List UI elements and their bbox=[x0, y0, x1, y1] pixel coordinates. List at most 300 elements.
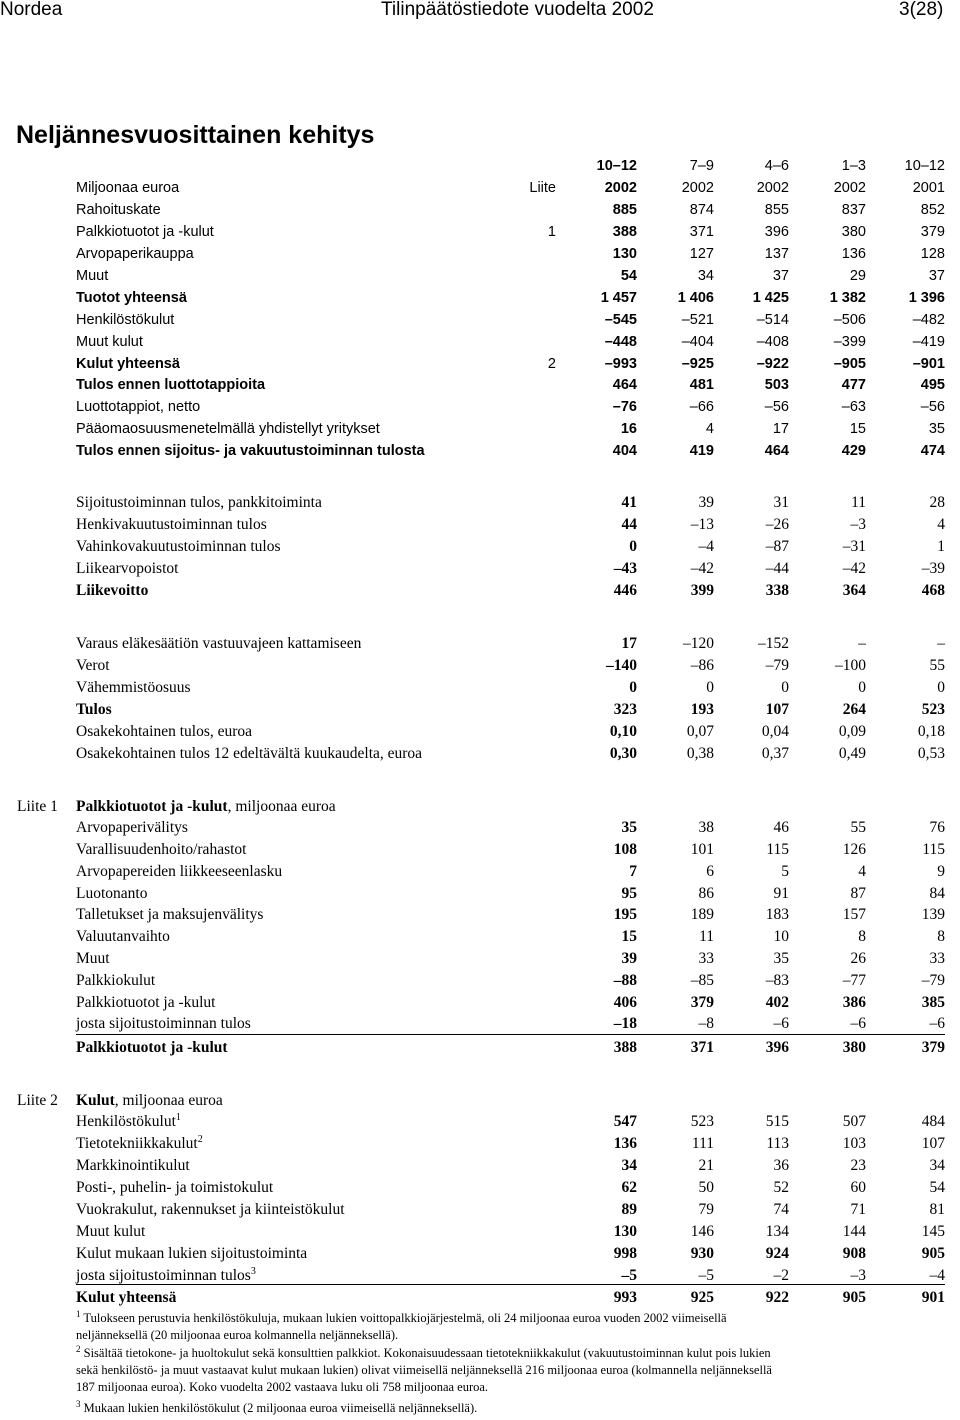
income-row bbox=[0, 244, 960, 266]
row-label bbox=[76, 1200, 345, 1220]
value-cell: 0 bbox=[858, 679, 866, 696]
note1-row bbox=[0, 927, 960, 949]
value-cell: 34 bbox=[697, 268, 714, 284]
value-cell: 386 bbox=[842, 994, 866, 1011]
value-cell: 9 bbox=[937, 863, 945, 880]
value-cell: –922 bbox=[756, 356, 789, 372]
income-row bbox=[0, 397, 960, 419]
row-label: Palkkiokulut bbox=[76, 972, 156, 989]
value-cell: 468 bbox=[921, 582, 945, 599]
value-cell: 474 bbox=[920, 443, 945, 459]
year-label: 2002 bbox=[756, 180, 789, 196]
footnote-text: 187 miljoonaa euroa). Koko vuodelta 2002 vastaava luku oli 758 miljoonaa euroa. bbox=[76, 1380, 489, 1394]
row-label bbox=[76, 1244, 307, 1264]
note-reference: 1 bbox=[547, 224, 556, 240]
value-cell: 0,04 bbox=[761, 723, 789, 740]
note-column-label: Liite bbox=[529, 180, 556, 196]
value-cell: –43 bbox=[613, 560, 637, 577]
footnote-text: neljänneksellä (20 miljoonaa euroa kolmannella neljänneksellä). bbox=[76, 1328, 399, 1342]
quarter-label: 7–9 bbox=[689, 158, 714, 174]
value-cell: 1 382 bbox=[829, 290, 866, 306]
row-label-text: Posti-, puhelin- ja toimistokulut bbox=[76, 1179, 274, 1196]
value-cell: 477 bbox=[841, 377, 866, 393]
value-cell: 130 bbox=[613, 1223, 637, 1240]
value-cell: –521 bbox=[681, 312, 714, 328]
value-cell: 930 bbox=[690, 1245, 714, 1262]
row-label bbox=[76, 1178, 273, 1198]
value-cell: 371 bbox=[689, 224, 714, 240]
row-label: Tuotot yhteensä bbox=[76, 290, 187, 306]
value-cell: 87 bbox=[850, 885, 866, 902]
value-cell: 95 bbox=[621, 885, 637, 902]
value-cell: 189 bbox=[690, 906, 714, 923]
note1-title bbox=[76, 797, 336, 817]
row-label: Vähemmistöosuus bbox=[76, 679, 191, 696]
note1-row bbox=[0, 884, 960, 906]
value-cell: 503 bbox=[764, 377, 789, 393]
value-cell: 388 bbox=[613, 1039, 637, 1056]
row-label: Rahoituskate bbox=[76, 202, 161, 218]
note1-title-bold: Palkkiotuotot ja -kulut bbox=[76, 798, 228, 815]
value-cell: 399 bbox=[690, 582, 714, 599]
value-cell: 4 bbox=[937, 516, 945, 533]
row-label-text: Markkinointikulut bbox=[76, 1157, 190, 1174]
value-cell: 11 bbox=[851, 494, 866, 511]
value-cell: 38 bbox=[698, 819, 714, 836]
value-cell: 385 bbox=[921, 994, 945, 1011]
value-cell: 0 bbox=[629, 679, 637, 696]
value-cell: 484 bbox=[921, 1113, 945, 1130]
value-cell: –63 bbox=[841, 399, 866, 415]
row-label: Arvopaperikauppa bbox=[76, 246, 194, 262]
value-cell: 134 bbox=[765, 1223, 789, 1240]
row-label: Varallisuudenhoito/rahastot bbox=[76, 841, 247, 858]
value-cell: 33 bbox=[929, 950, 945, 967]
value-cell: –448 bbox=[604, 334, 637, 350]
note2-tag: Liite 2 bbox=[17, 1092, 58, 1109]
operating-profit-row bbox=[0, 559, 960, 581]
page-header bbox=[0, 0, 960, 22]
header-document-title: Tilinpäätöstiedote vuodelta 2002 bbox=[381, 0, 654, 20]
value-cell: 885 bbox=[612, 202, 637, 218]
value-cell: 837 bbox=[841, 202, 866, 218]
value-cell: 380 bbox=[842, 1039, 866, 1056]
unit-label: Miljoonaa euroa bbox=[76, 180, 180, 196]
income-row bbox=[0, 354, 960, 376]
year-label: 2002 bbox=[833, 180, 866, 196]
value-cell: –152 bbox=[758, 635, 789, 652]
row-label bbox=[76, 1288, 176, 1308]
note1-row bbox=[0, 993, 960, 1015]
value-cell: –79 bbox=[921, 972, 945, 989]
value-cell: 91 bbox=[773, 885, 789, 902]
operating-profit-row bbox=[0, 537, 960, 559]
footnote-number: 2 bbox=[76, 1343, 81, 1354]
note2-row bbox=[0, 1156, 960, 1178]
row-label-text: Vuokrakulut, rakennukset ja kiinteistökulut bbox=[76, 1201, 345, 1218]
row-label: Muut kulut bbox=[76, 334, 143, 350]
value-cell: 44 bbox=[621, 516, 637, 533]
value-cell: –26 bbox=[765, 516, 789, 533]
row-label: Arvopaperivälitys bbox=[76, 819, 188, 836]
value-cell: 41 bbox=[621, 494, 637, 511]
value-cell: –8 bbox=[698, 1015, 714, 1032]
row-label: Pääomaosuusmenetelmällä yhdistellyt yritykset bbox=[76, 421, 380, 437]
note2-row bbox=[0, 1134, 960, 1156]
net-profit-row bbox=[0, 722, 960, 744]
value-cell: 0,18 bbox=[917, 723, 945, 740]
year-label: 2002 bbox=[604, 180, 637, 196]
value-cell: 0,07 bbox=[686, 723, 714, 740]
value-cell: 523 bbox=[921, 701, 945, 718]
note1-row bbox=[0, 905, 960, 927]
value-cell: 26 bbox=[850, 950, 866, 967]
row-label-text: josta sijoitustoiminnan tulos bbox=[76, 1267, 251, 1284]
value-cell: 193 bbox=[690, 701, 714, 718]
value-cell: –100 bbox=[835, 657, 866, 674]
value-cell: 464 bbox=[764, 443, 789, 459]
value-cell: 81 bbox=[929, 1201, 945, 1218]
value-cell: –85 bbox=[690, 972, 714, 989]
value-cell: 60 bbox=[850, 1179, 866, 1196]
value-cell: 15 bbox=[849, 421, 866, 437]
footnote-line bbox=[76, 1379, 946, 1396]
income-row bbox=[0, 266, 960, 288]
net-profit-row bbox=[0, 634, 960, 656]
footnote-line bbox=[76, 1362, 946, 1379]
row-label bbox=[76, 1134, 203, 1154]
value-cell: –5 bbox=[698, 1267, 714, 1284]
value-cell: –6 bbox=[773, 1015, 789, 1032]
value-cell: 515 bbox=[765, 1113, 789, 1130]
note2-row bbox=[0, 1244, 960, 1266]
value-cell: 371 bbox=[690, 1039, 714, 1056]
value-cell: –419 bbox=[912, 334, 945, 350]
note2-row bbox=[0, 1112, 960, 1134]
value-cell: 17 bbox=[621, 635, 637, 652]
value-cell: 429 bbox=[841, 443, 866, 459]
value-cell: 36 bbox=[773, 1157, 789, 1174]
value-cell: 146 bbox=[690, 1223, 714, 1240]
value-cell: 4 bbox=[858, 863, 866, 880]
value-cell: 901 bbox=[921, 1289, 945, 1306]
value-cell: 8 bbox=[937, 928, 945, 945]
value-cell: 157 bbox=[842, 906, 866, 923]
value-cell: 79 bbox=[698, 1201, 714, 1218]
value-cell: 0,49 bbox=[838, 745, 866, 762]
value-cell: 925 bbox=[690, 1289, 714, 1306]
value-cell: 338 bbox=[765, 582, 789, 599]
value-cell: 380 bbox=[841, 224, 866, 240]
note1-row bbox=[0, 1038, 960, 1060]
value-cell: 127 bbox=[689, 246, 714, 262]
income-row bbox=[0, 310, 960, 332]
quarter-label: 10–12 bbox=[596, 158, 637, 174]
value-cell: 993 bbox=[613, 1289, 637, 1306]
value-cell: 103 bbox=[842, 1135, 866, 1152]
value-cell: 364 bbox=[842, 582, 866, 599]
value-cell: –39 bbox=[921, 560, 945, 577]
value-cell: 33 bbox=[698, 950, 714, 967]
note1-row bbox=[0, 840, 960, 862]
value-cell: 464 bbox=[612, 377, 637, 393]
note-reference: 2 bbox=[547, 356, 556, 372]
value-cell: –31 bbox=[842, 538, 866, 555]
header-company: Nordea bbox=[0, 0, 63, 20]
value-cell: 52 bbox=[773, 1179, 789, 1196]
value-cell: 10 bbox=[773, 928, 789, 945]
value-cell: 905 bbox=[842, 1289, 866, 1306]
value-cell: 507 bbox=[842, 1113, 866, 1130]
value-cell: 4 bbox=[705, 421, 714, 437]
value-cell: 379 bbox=[920, 224, 945, 240]
value-cell: –408 bbox=[756, 334, 789, 350]
value-cell: –905 bbox=[833, 356, 866, 372]
value-cell: 136 bbox=[841, 246, 866, 262]
value-cell: 1 406 bbox=[677, 290, 714, 306]
value-cell: –18 bbox=[613, 1015, 637, 1032]
footnote-line bbox=[76, 1327, 946, 1344]
value-cell: 0,38 bbox=[686, 745, 714, 762]
quarter-label: 4–6 bbox=[764, 158, 789, 174]
value-cell: –6 bbox=[850, 1015, 866, 1032]
value-cell: – bbox=[858, 635, 866, 652]
value-cell: –56 bbox=[764, 399, 789, 415]
value-cell: 71 bbox=[850, 1201, 866, 1218]
value-cell: 35 bbox=[773, 950, 789, 967]
value-cell: 15 bbox=[621, 928, 637, 945]
value-cell: –83 bbox=[765, 972, 789, 989]
note2-row bbox=[0, 1288, 960, 1310]
value-cell: 1 425 bbox=[752, 290, 789, 306]
note1-tag: Liite 1 bbox=[17, 798, 58, 815]
value-cell: 23 bbox=[850, 1157, 866, 1174]
footnote-marker: 1 bbox=[175, 1111, 181, 1123]
value-cell: 0,09 bbox=[838, 723, 866, 740]
value-cell: 55 bbox=[850, 819, 866, 836]
value-cell: 17 bbox=[772, 421, 789, 437]
value-cell: 446 bbox=[613, 582, 637, 599]
value-cell: 130 bbox=[612, 246, 637, 262]
quarter-label: 10–12 bbox=[904, 158, 945, 174]
value-cell: 0 bbox=[706, 679, 714, 696]
value-cell: 31 bbox=[773, 494, 789, 511]
value-cell: 115 bbox=[922, 841, 945, 858]
value-cell: 86 bbox=[698, 885, 714, 902]
row-label: Liikevoitto bbox=[76, 582, 149, 599]
value-cell: 34 bbox=[621, 1157, 637, 1174]
footnote-text: Tulokseen perustuvia henkilöstökuluja, mukaan lukien voittopalkkiojärjestelmä, oli 24 miljoonaa euroa vuoden 2002 viimeisellä bbox=[83, 1311, 727, 1325]
row-label: Tulos ennen luottotappioita bbox=[76, 377, 266, 393]
row-label: Osakekohtainen tulos, euroa bbox=[76, 723, 253, 740]
value-cell: 379 bbox=[921, 1039, 945, 1056]
value-cell: 396 bbox=[764, 224, 789, 240]
value-cell: 115 bbox=[766, 841, 789, 858]
row-label: Palkkiotuotot ja -kulut bbox=[76, 994, 216, 1011]
row-label: Palkkiotuotot ja -kulut bbox=[76, 224, 214, 240]
note1-row bbox=[0, 862, 960, 884]
note1-heading bbox=[0, 797, 960, 819]
income-row bbox=[0, 332, 960, 354]
value-cell: 126 bbox=[842, 841, 866, 858]
value-cell: 21 bbox=[698, 1157, 714, 1174]
table-header-years bbox=[0, 178, 960, 200]
income-row bbox=[0, 375, 960, 397]
value-cell: 107 bbox=[765, 701, 789, 718]
value-cell: 852 bbox=[920, 202, 945, 218]
operating-profit-row bbox=[0, 515, 960, 537]
value-cell: 998 bbox=[613, 1245, 637, 1262]
value-cell: –87 bbox=[765, 538, 789, 555]
footnote-line bbox=[76, 1310, 946, 1327]
value-cell: 46 bbox=[773, 819, 789, 836]
row-label: Verot bbox=[76, 657, 110, 674]
value-cell: 0 bbox=[629, 538, 637, 555]
value-cell: –4 bbox=[929, 1267, 945, 1284]
note2-heading bbox=[0, 1091, 960, 1113]
value-cell: –120 bbox=[683, 635, 714, 652]
value-cell: 37 bbox=[928, 268, 945, 284]
value-cell: –42 bbox=[842, 560, 866, 577]
income-row bbox=[0, 288, 960, 310]
row-label-text: Kulut mukaan lukien sijoitustoiminta bbox=[76, 1245, 308, 1262]
net-profit-row bbox=[0, 656, 960, 678]
value-cell: 54 bbox=[929, 1179, 945, 1196]
row-label-text: Henkilöstökulut bbox=[76, 1113, 176, 1130]
income-row bbox=[0, 441, 960, 463]
value-cell: 8 bbox=[858, 928, 866, 945]
value-cell: 128 bbox=[920, 246, 945, 262]
row-label-text: Kulut yhteensä bbox=[76, 1289, 177, 1306]
note2-title-bold: Kulut bbox=[76, 1092, 115, 1109]
row-label: Kulut yhteensä bbox=[76, 356, 180, 372]
value-cell: – bbox=[937, 635, 945, 652]
footnote-number: 3 bbox=[76, 1398, 81, 1409]
value-cell: 113 bbox=[766, 1135, 789, 1152]
footnote-marker: 3 bbox=[250, 1265, 256, 1277]
rule-line bbox=[76, 1284, 945, 1285]
value-cell: –140 bbox=[606, 657, 637, 674]
value-cell: –901 bbox=[912, 356, 945, 372]
value-cell: 111 bbox=[691, 1135, 714, 1152]
value-cell: 5 bbox=[781, 863, 789, 880]
value-cell: 54 bbox=[620, 268, 637, 284]
value-cell: 1 457 bbox=[600, 290, 637, 306]
value-cell: 396 bbox=[765, 1039, 789, 1056]
value-cell: 0,30 bbox=[609, 745, 637, 762]
value-cell: 379 bbox=[690, 994, 714, 1011]
value-cell: 137 bbox=[764, 246, 789, 262]
value-cell: 388 bbox=[612, 224, 637, 240]
header-page-number: 3(28) bbox=[899, 0, 944, 20]
year-label: 2002 bbox=[681, 180, 714, 196]
value-cell: 905 bbox=[921, 1245, 945, 1262]
row-label: Luottotappiot, netto bbox=[76, 399, 201, 415]
value-cell: 0 bbox=[781, 679, 789, 696]
value-cell: –545 bbox=[604, 312, 637, 328]
income-row bbox=[0, 200, 960, 222]
value-cell: –993 bbox=[604, 356, 637, 372]
value-cell: 523 bbox=[690, 1113, 714, 1130]
value-cell: 323 bbox=[613, 701, 637, 718]
value-cell: –514 bbox=[756, 312, 789, 328]
operating-profit-row bbox=[0, 493, 960, 515]
value-cell: 195 bbox=[613, 906, 637, 923]
row-label: Osakekohtainen tulos 12 edeltävältä kuukaudelta, euroa bbox=[76, 745, 423, 762]
note1-row bbox=[0, 1014, 960, 1036]
value-cell: –4 bbox=[698, 538, 714, 555]
note2-title bbox=[76, 1091, 223, 1111]
value-cell: 35 bbox=[621, 819, 637, 836]
row-label: Valuutanvaihto bbox=[76, 928, 170, 945]
value-cell: 183 bbox=[765, 906, 789, 923]
value-cell: –86 bbox=[690, 657, 714, 674]
page-title: Neljännesvuosittainen kehitys bbox=[16, 121, 375, 149]
value-cell: 62 bbox=[621, 1179, 637, 1196]
value-cell: 101 bbox=[690, 841, 714, 858]
value-cell: 50 bbox=[698, 1179, 714, 1196]
value-cell: –399 bbox=[833, 334, 866, 350]
row-label: Sijoitustoiminnan tulos, pankkitoiminta bbox=[76, 494, 322, 511]
value-cell: 108 bbox=[613, 841, 637, 858]
row-label-text: Tietotekniikkakulut bbox=[76, 1135, 198, 1152]
row-label: Talletukset ja maksujenvälitys bbox=[76, 906, 264, 923]
value-cell: –79 bbox=[765, 657, 789, 674]
value-cell: 402 bbox=[765, 994, 789, 1011]
note1-row bbox=[0, 818, 960, 840]
value-cell: 28 bbox=[929, 494, 945, 511]
footnote bbox=[76, 1400, 946, 1417]
value-cell: –925 bbox=[681, 356, 714, 372]
value-cell: 107 bbox=[921, 1135, 945, 1152]
value-cell: 37 bbox=[772, 268, 789, 284]
value-cell: 855 bbox=[764, 202, 789, 218]
value-cell: 55 bbox=[929, 657, 945, 674]
value-cell: 0,53 bbox=[917, 745, 945, 762]
footnote-text: sekä henkilöstö- ja muut vastaavat kulut mukaan lukien) olivat viimeisellä neljänneksellä 216 miljoonaa euroa (kolmannella neljänneksellä bbox=[76, 1363, 772, 1377]
value-cell: –44 bbox=[765, 560, 789, 577]
year-label: 2001 bbox=[912, 180, 945, 196]
value-cell: 406 bbox=[613, 994, 637, 1011]
row-label: Luotonanto bbox=[76, 885, 148, 902]
value-cell: 35 bbox=[928, 421, 945, 437]
value-cell: 6 bbox=[706, 863, 714, 880]
footnote bbox=[76, 1345, 946, 1396]
value-cell: 1 396 bbox=[908, 290, 945, 306]
value-cell: –5 bbox=[621, 1267, 637, 1284]
footnote-text: Mukaan lukien henkilöstökulut (2 miljoonaa euroa viimeisellä neljänneksellä). bbox=[83, 1401, 478, 1415]
income-row bbox=[0, 222, 960, 244]
row-label: Liikearvopoistot bbox=[76, 560, 179, 577]
value-cell: –3 bbox=[850, 1267, 866, 1284]
value-cell: –66 bbox=[689, 399, 714, 415]
value-cell: –56 bbox=[920, 399, 945, 415]
value-cell: 1 bbox=[937, 538, 945, 555]
value-cell: 11 bbox=[699, 928, 714, 945]
row-label: Palkkiotuotot ja -kulut bbox=[76, 1039, 228, 1056]
footnote-marker: 2 bbox=[197, 1133, 203, 1145]
value-cell: 16 bbox=[620, 421, 637, 437]
value-cell: 0 bbox=[937, 679, 945, 696]
quarter-label: 1–3 bbox=[841, 158, 866, 174]
footnote-number: 1 bbox=[76, 1308, 81, 1319]
value-cell: –77 bbox=[842, 972, 866, 989]
note1-row bbox=[0, 971, 960, 993]
footnote-line bbox=[76, 1345, 946, 1362]
value-cell: –506 bbox=[833, 312, 866, 328]
value-cell: 0,10 bbox=[609, 723, 637, 740]
row-label: Vahinkovakuutustoiminnan tulos bbox=[76, 538, 281, 555]
